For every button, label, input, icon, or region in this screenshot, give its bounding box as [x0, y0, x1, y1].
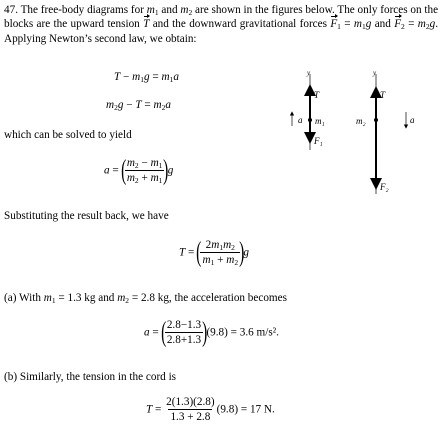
equation-1: $T - m_1g = m_1a$	[114, 71, 179, 84]
diagram-m1	[292, 69, 325, 150]
free-body-diagrams	[296, 69, 441, 202]
block-m1-point	[308, 118, 312, 122]
substitute-text: Substituting the result back, we have	[4, 210, 169, 222]
part-a-tail: , the acceleration becomes	[168, 292, 287, 304]
equation-a-formula: a = ( $\frac{m_2 - m_1}{m_2 + m_1}$ )g	[104, 154, 174, 186]
T-label-2: T	[380, 90, 386, 100]
intro-text: The free-body diagrams for	[20, 4, 144, 16]
equation-T-formula: T = ( $\frac{2m_1m_2}{m_1 + m_2}$ )g	[179, 236, 249, 268]
m1-label: m₁	[315, 116, 325, 126]
a-numerator: 2.8−1.3	[166, 319, 202, 331]
a-result: (9.8) = 3.6 m/s².	[206, 326, 279, 339]
intro-paragraph: 47. The free-body diagrams for $m_1$ and $m_2$ are shown in the figures below. The only forces on the blocks are the upward tension T and the downward gravitational forces $F_1 = m_1g$ and $F_2 = m_2g$. Applying Newton’s second law, we obtain:	[4, 4, 439, 45]
m2-label: m₂	[356, 116, 366, 126]
intro-text: and	[374, 18, 391, 31]
a-label-2: a	[410, 115, 415, 125]
a-denominator: 2.8+1.3	[166, 334, 202, 347]
intro-text: and the downward gravitational forces	[152, 18, 327, 31]
equation-T-numeric: T = $\frac{2(1.3)(2.8)}{1.3 + 2.8}$ (9.8) = 17 N.	[146, 396, 275, 424]
part-a-text: (a) With $m_1 = 1.3$ kg and $m_2 = 2.8$ kg, the acceleration becomes	[4, 292, 287, 305]
a-label-1: a	[298, 115, 303, 125]
T-result: (9.8) = 17 N.	[216, 403, 275, 416]
equation-a-numeric: a = ( $\frac{2.8-1.3}{2.8+1.3}$ )(9.8) = 3.6 m/s².	[144, 316, 279, 348]
block-m2-point	[374, 118, 378, 122]
intro-text: . Applying Newton’s second law, we obtain:	[4, 18, 439, 45]
y-axis-label-1: y	[307, 69, 311, 77]
F1-label: F₁	[314, 136, 323, 146]
intro-text: are shown in the figures below. The only forces on the blocks are the upward tension	[4, 4, 439, 31]
T-numerator: 2(1.3)(2.8)	[166, 396, 215, 408]
F2-label: F₂	[380, 182, 389, 192]
m2-value: = 2.8 kg	[131, 292, 169, 304]
part-a-label: (a) With	[4, 292, 41, 304]
problem-number: 47.	[4, 4, 18, 16]
intro-text: and	[161, 4, 178, 16]
T-label-1: T	[314, 90, 320, 100]
T-denominator: 1.3 + 2.8	[170, 411, 211, 424]
diagram-m2	[356, 69, 415, 194]
solve-text: which can be solved to yield	[4, 129, 132, 141]
part-b-text: (b) Similarly, the tension in the cord is	[4, 371, 177, 383]
m1-value: = 1.3 kg and	[58, 292, 115, 304]
equation-2: $m_2g - T = m_2a$	[106, 99, 171, 112]
y-axis-label-2: y	[373, 69, 377, 77]
